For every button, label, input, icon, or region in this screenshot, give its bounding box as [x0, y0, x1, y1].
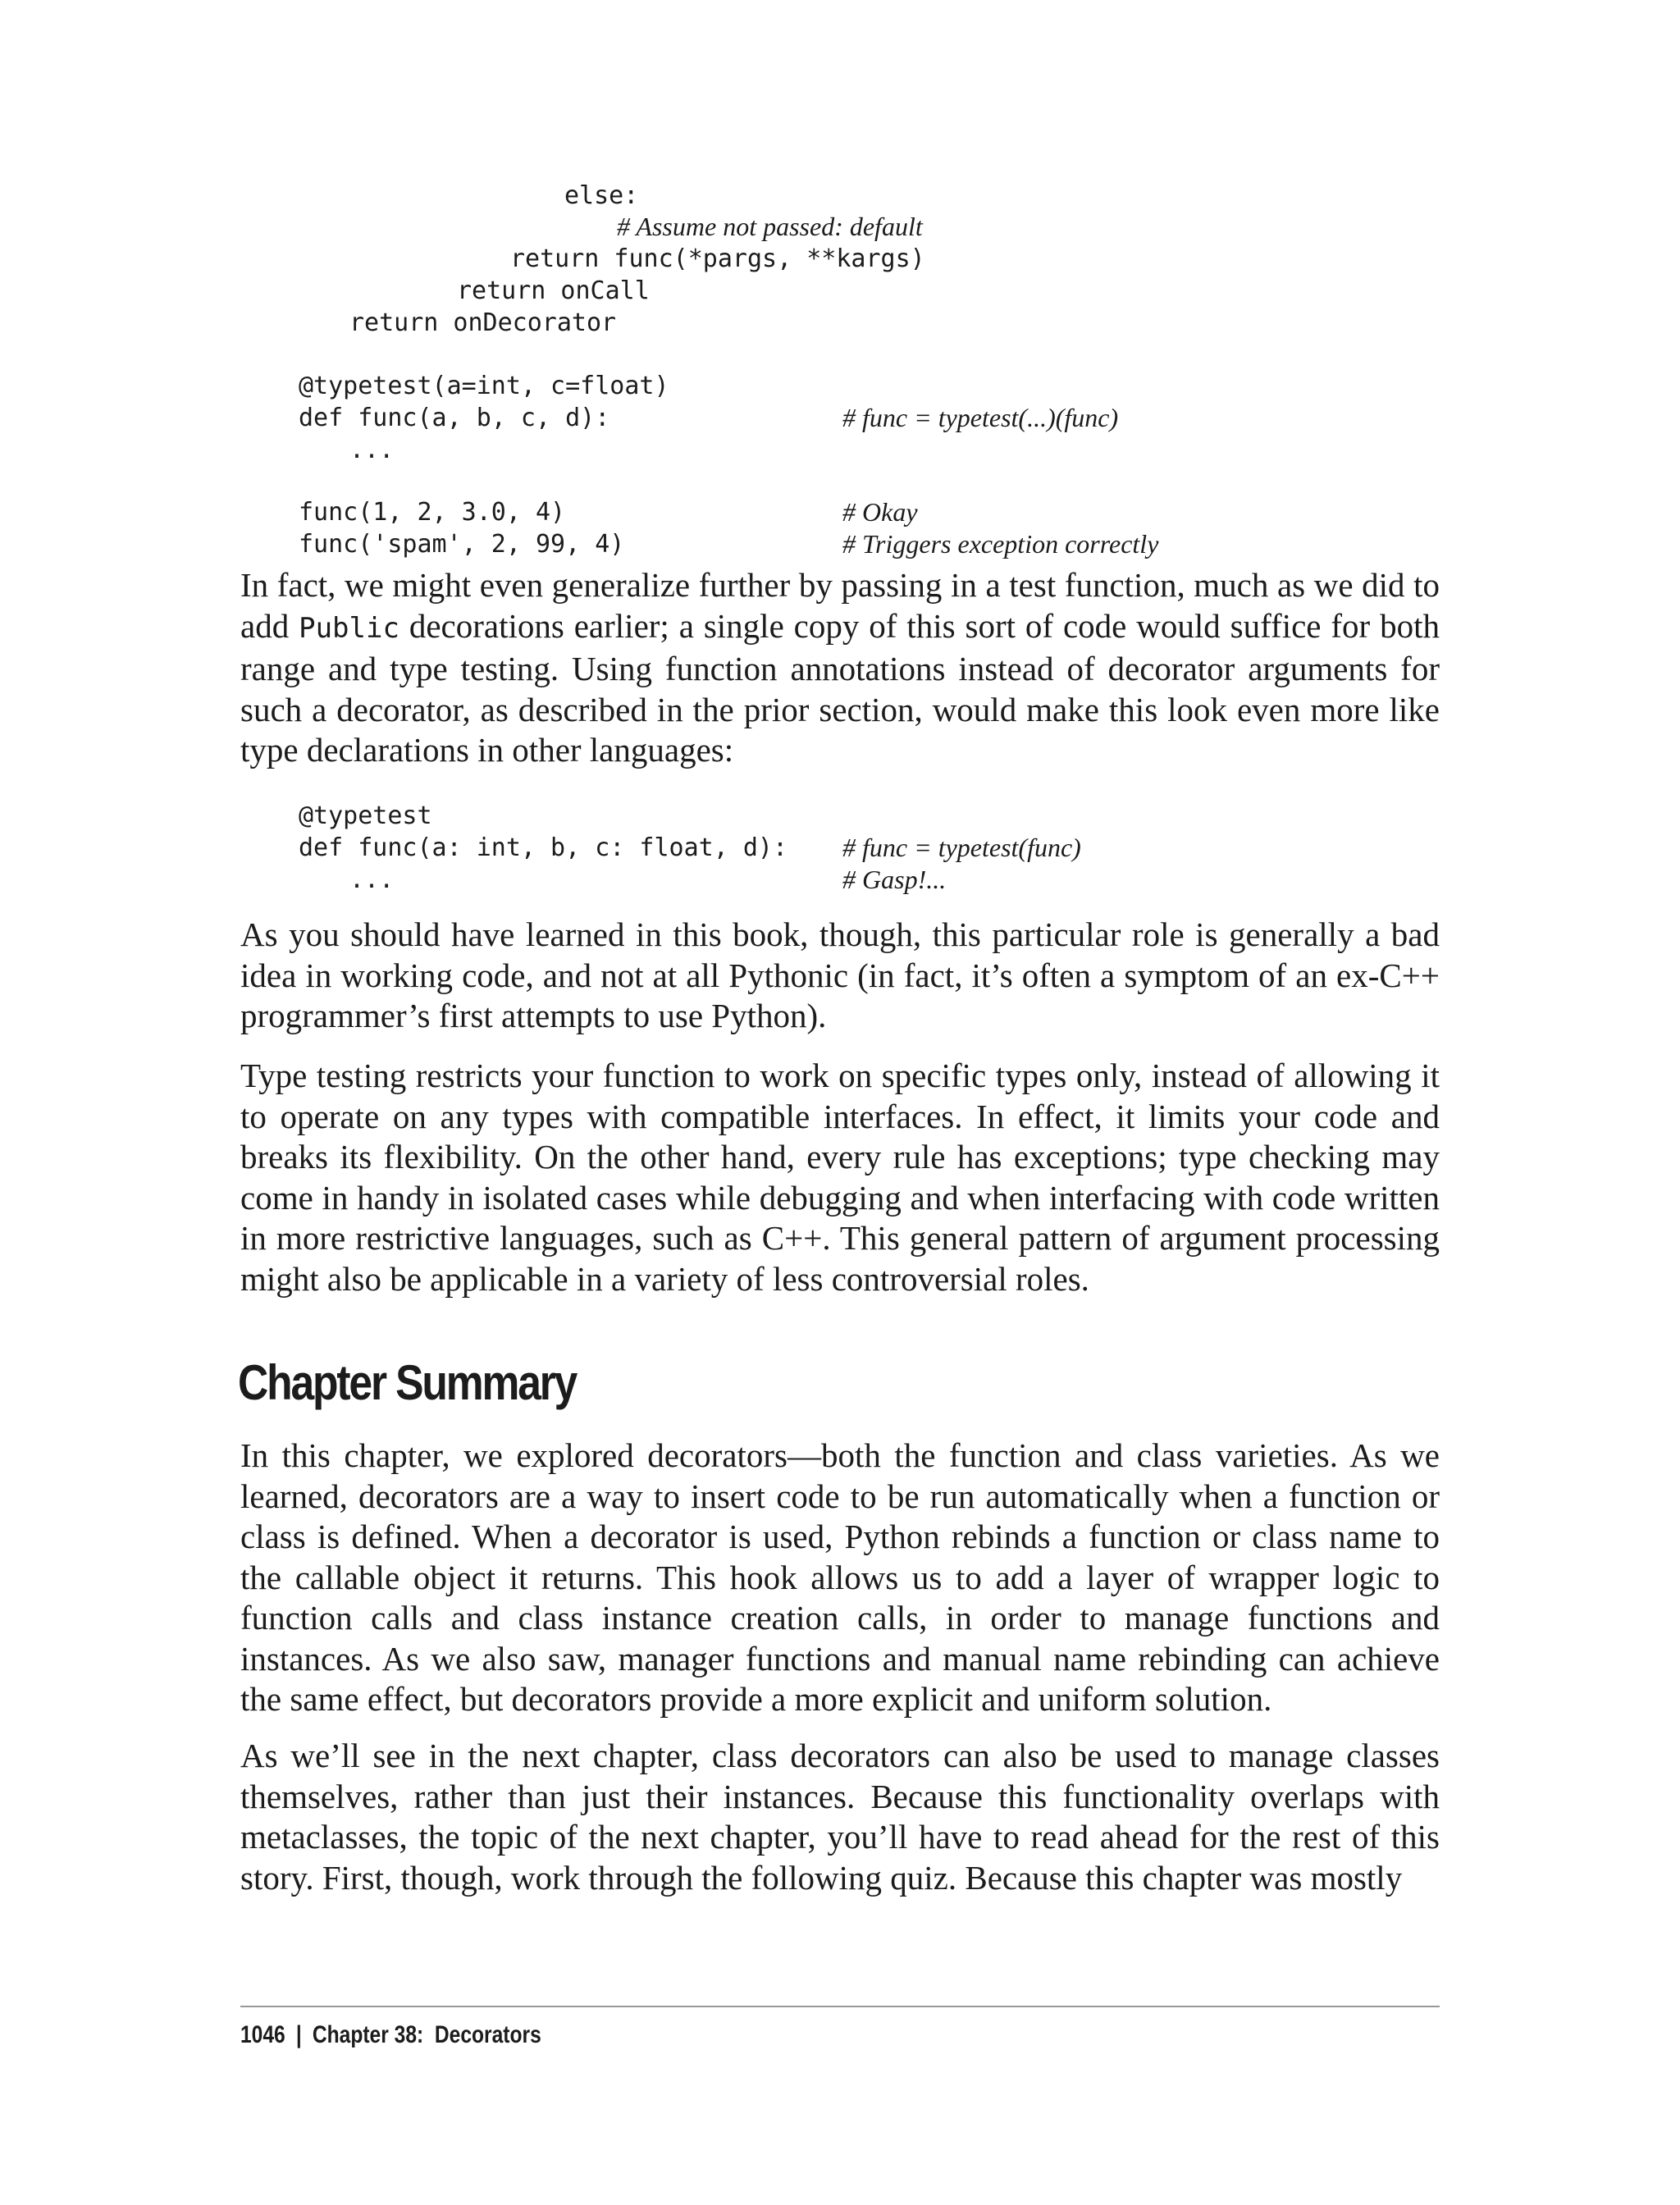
code-line: ... [349, 865, 395, 894]
body-paragraph: As we’ll see in the next chapter, class decorators can also be used to manage classes themselves, rather than just their instances. Because this functionality overlaps with metaclasses, the topic of the next chapter, you’ll have to read ahead for the rest of this story. First, though, work through the following quiz. Because this chapter was mostly [240, 1737, 1440, 1897]
code-line: func('spam', 2, 99, 4) [299, 530, 625, 559]
code-line: func(1, 2, 3.0, 4) [299, 498, 566, 527]
code-line: @typetest(a=int, c=float) [299, 372, 669, 400]
code-comment: # func = typetest(...)(func) [842, 403, 1119, 432]
body-paragraph: In this chapter, we explored decorators—both the function and class varieties. As we learned, decorators are a way to insert code to be run automatically when a function or class is defined. When a decorator is used, Python rebinds a function or class name to the callable object it returns. This hook allows us to add a layer of wrapper logic to function calls and class instance creation calls, in order to manage functions and instances. As we also saw, manager functions and manual name rebinding can achieve the same effect, but decorators provide a more explicit and uniform solution. [240, 1436, 1440, 1718]
code-line: return onCall [457, 276, 650, 305]
code-line: @typetest [299, 801, 432, 830]
running-chapter-title: Chapter 38: Decorators [312, 2021, 541, 2048]
code-comment: # Gasp!... [842, 865, 947, 894]
code-line: return onDecorator [349, 308, 617, 337]
code-line: return func(*pargs, **kargs) [510, 244, 925, 273]
footer-separator: | [295, 2021, 302, 2048]
code-line: else: [564, 181, 639, 210]
code-comment: # Okay [842, 497, 918, 527]
code-comment: # Assume not passed: default [617, 212, 923, 241]
code-comment: # Triggers exception correctly [842, 529, 1159, 559]
code-line: def func(a: int, b, c: float, d): [299, 833, 788, 862]
body-paragraph [240, 565, 1440, 771]
footer-divider [240, 2006, 1440, 2007]
inline-code: Public [299, 611, 399, 645]
code-line: def func(a, b, c, d): [299, 404, 610, 432]
page-number: 1046 [240, 2021, 285, 2048]
paragraph-text: In fact, we might even generalize further by passing in a test function, much as we did to add [240, 566, 1440, 645]
page-footer [240, 2019, 541, 2052]
code-comment: # func = typetest(func) [842, 833, 1081, 862]
section-heading: Chapter Summary [238, 1355, 577, 1410]
body-paragraph: As you should have learned in this book, though, this particular role is generally a bad idea in working code, and not at all Pythonic (in fact, it’s often a symptom of an ex-C++ programmer’s first attempts to use Python). [240, 915, 1440, 1034]
code-line: ... [349, 436, 395, 464]
body-paragraph: Type testing restricts your function to work on specific types only, instead of allowing it to operate on any types with compatible interfaces. In effect, it limits your code and breaks its flexibility. On the other hand, every rule has exceptions; type checking may come in handy in isolated cases while debugging and when interfacing with code written in more restrictive languages, such as C++. This general pattern of argument processing might also be applicable in a variety of less controversial roles. [240, 1057, 1440, 1298]
paragraph-text: decorations earlier; a single copy of this sort of code would suffice for both range and type testing. Using function annotations instead of decorator arguments for such a decorator, as described in the prior section, would make this look even more like type declarations in other languages: [240, 606, 1440, 769]
